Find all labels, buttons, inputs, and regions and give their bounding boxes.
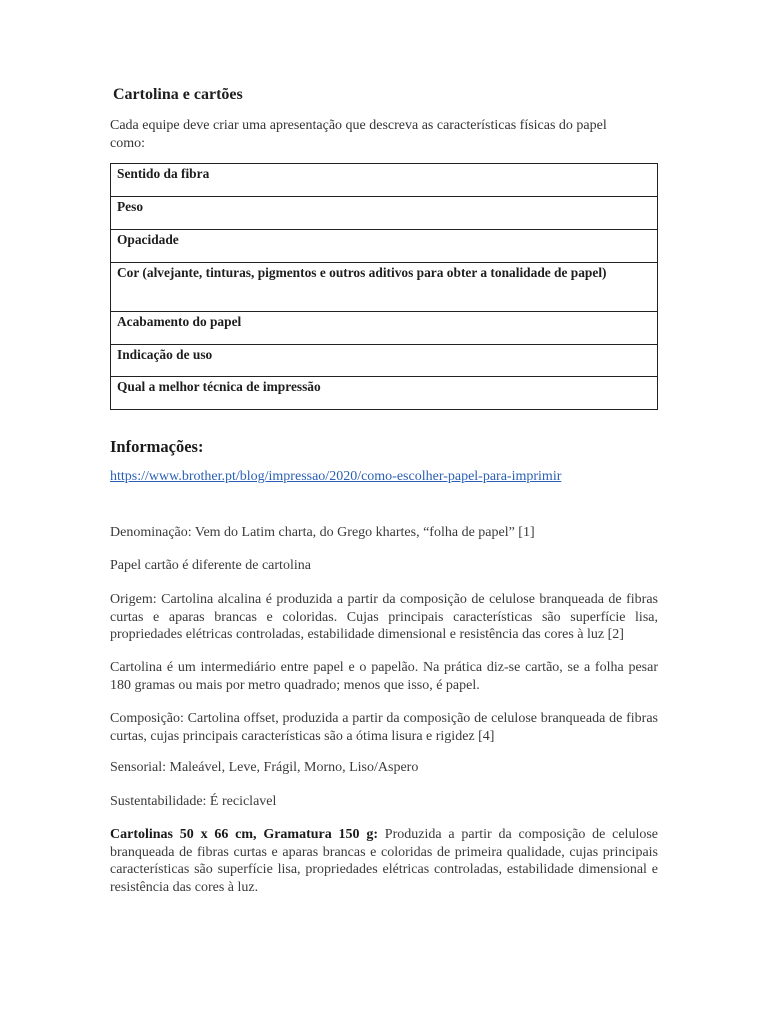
- paragraph-intermediario: Cartolina é um intermediário entre papel e o papelão. Na prática diz-se cartão, se a folha pesar 180 gramas ou mais por metro quadrado; menos que isso, é papel.: [110, 660, 658, 693]
- paragraph-origem: Origem: Cartolina alcalina é produzida a partir da composição de celulose branqueada de fibras curtas e aparas brancas e coloridas. Cujas principais características são superfície lisa, propriedades elétricas controladas, estabilidade dimensional e resistência das cores à luz [2]: [110, 592, 658, 642]
- paragraph-sensorial: Sensorial: Maleável, Leve, Frágil, Morno, Liso/Aspero: [110, 760, 419, 775]
- paragraph-denominacao: Denominação: Vem do Latim charta, do Grego khartes, “folha de papel” [1]: [110, 525, 535, 540]
- paragraph-composicao: Composição: Cartolina offset, produzida a partir da composição de celulose branqueada de fibras curtas, cujas principais características são a ótima lisura e rigidez [4]: [110, 711, 658, 744]
- table-row: [111, 345, 658, 377]
- reference-link[interactable]: https://www.brother.pt/blog/impressao/2020/como-escolher-papel-para-imprimir: [110, 469, 562, 484]
- table-cell: Peso: [111, 197, 658, 230]
- table-cell: Opacidade: [111, 230, 658, 263]
- info-heading: Informações:: [110, 437, 204, 456]
- cartolinas-text: Produzida a partir da composição de celulose branqueada de fibras curtas e aparas brancas e coloridas de primeira qualidade, cujas principais características são superfície lisa, propriedades elétricas controladas, estabilidade dimensional e resistência das cores à luz.: [110, 827, 658, 895]
- table-row: [111, 230, 658, 263]
- table-row: [111, 197, 658, 230]
- table-row: [111, 164, 658, 197]
- table-row: [111, 263, 658, 312]
- intro-text: Cada equipe deve criar uma apresentação que descreva as características físicas do papel como:: [110, 118, 607, 151]
- table-cell: Qual a melhor técnica de impressão: [111, 377, 658, 410]
- cartolinas-label: Cartolinas 50 x 66 cm, Gramatura 150 g:: [110, 827, 378, 842]
- paragraph-papel-cartao: Papel cartão é diferente de cartolina: [110, 558, 311, 573]
- characteristics-table: [110, 163, 658, 410]
- table-cell: Indicação de uso: [111, 345, 658, 377]
- table-row: [111, 312, 658, 345]
- table-cell: Sentido da fibra: [111, 164, 658, 197]
- table-cell: Cor (alvejante, tinturas, pigmentos e outros aditivos para obter a tonalidade de papel): [111, 263, 658, 312]
- table-cell: Acabamento do papel: [111, 312, 658, 345]
- page-title: Cartolina e cartões: [113, 86, 243, 103]
- table-row: [111, 377, 658, 410]
- paragraph-sustentabilidade: Sustentabilidade: É reciclavel: [110, 794, 277, 809]
- paragraph-cartolinas: [110, 826, 658, 896]
